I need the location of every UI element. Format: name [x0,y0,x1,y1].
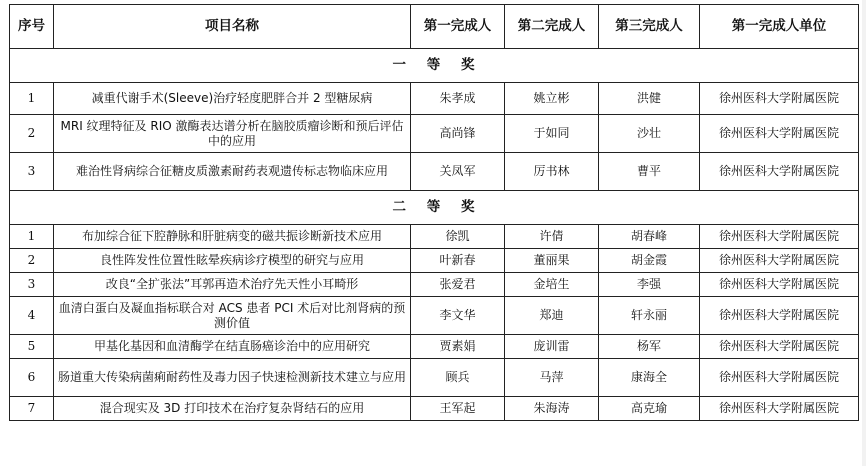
section-title: 二 等 奖 [10,191,859,225]
first-person: 徐凯 [411,225,505,249]
first-unit: 徐州医科大学附属医院 [700,153,859,191]
section-row-second-prize [10,191,859,225]
project-name: 血清白蛋白及凝血指标联合对 ACS 患者 PCI 术后对比剂肾病的预测价值 [54,297,411,335]
first-unit: 徐州医科大学附属医院 [700,397,859,421]
table-row [10,273,859,297]
table-row [10,335,859,359]
second-person: 姚立彬 [505,83,599,115]
header-row [10,5,859,49]
table-row [10,225,859,249]
project-name: 甲基化基因和血清酶学在结直肠癌诊治中的应用研究 [54,335,411,359]
first-unit: 徐州医科大学附属医院 [700,115,859,153]
table-row [10,397,859,421]
second-person: 金培生 [505,273,599,297]
second-person: 许倩 [505,225,599,249]
second-person: 董丽果 [505,249,599,273]
first-unit: 徐州医科大学附属医院 [700,359,859,397]
header-first-person: 第一完成人 [411,5,505,49]
second-person: 庞训雷 [505,335,599,359]
awards-table [9,4,859,421]
header-project-name: 项目名称 [54,5,411,49]
project-name: 难治性肾病综合征糖皮质激素耐药表观遗传标志物临床应用 [54,153,411,191]
project-name: 良性阵发性位置性眩晕疾病诊疗模型的研究与应用 [54,249,411,273]
third-person: 胡春峰 [599,225,700,249]
second-person: 于如同 [505,115,599,153]
table-row [10,249,859,273]
row-index: 7 [10,397,54,421]
first-person: 朱孝成 [411,83,505,115]
second-person: 郑迪 [505,297,599,335]
header-third-person: 第三完成人 [599,5,700,49]
third-person: 李强 [599,273,700,297]
third-person: 高克瑜 [599,397,700,421]
row-index: 1 [10,225,54,249]
row-index: 2 [10,115,54,153]
header-index: 序号 [10,5,54,49]
first-person: 叶新春 [411,249,505,273]
table-row [10,359,859,397]
project-name: MRI 纹理特征及 RIO 激酶表达谱分析在脑胶质瘤诊断和预后评估中的应用 [54,115,411,153]
table-row [10,115,859,153]
first-unit: 徐州医科大学附属医院 [700,83,859,115]
header-first-unit: 第一完成人单位 [700,5,859,49]
third-person: 沙壮 [599,115,700,153]
row-index: 5 [10,335,54,359]
third-person: 曹平 [599,153,700,191]
third-person: 胡金霞 [599,249,700,273]
project-name: 布加综合征下腔静脉和肝脏病变的磁共振诊断新技术应用 [54,225,411,249]
third-person: 杨军 [599,335,700,359]
third-person: 轩永丽 [599,297,700,335]
table-row [10,153,859,191]
second-person: 厉书林 [505,153,599,191]
first-unit: 徐州医科大学附属医院 [700,297,859,335]
first-person: 关凤军 [411,153,505,191]
section-title: 一 等 奖 [10,49,859,83]
first-person: 高尚锋 [411,115,505,153]
project-name: 改良“全扩张法”耳郭再造术治疗先天性小耳畸形 [54,273,411,297]
second-person: 朱海涛 [505,397,599,421]
third-person: 洪健 [599,83,700,115]
first-person: 李文华 [411,297,505,335]
first-person: 贾素娟 [411,335,505,359]
project-name: 减重代谢手术(Sleeve)治疗轻度肥胖合并 2 型糖尿病 [54,83,411,115]
first-unit: 徐州医科大学附属医院 [700,225,859,249]
table-row [10,83,859,115]
row-index: 2 [10,249,54,273]
row-index: 1 [10,83,54,115]
first-person: 张爱君 [411,273,505,297]
row-index: 6 [10,359,54,397]
row-index: 4 [10,297,54,335]
first-unit: 徐州医科大学附属医院 [700,249,859,273]
second-person: 马萍 [505,359,599,397]
first-person: 王军起 [411,397,505,421]
table-row [10,297,859,335]
project-name: 混合现实及 3D 打印技术在治疗复杂肾结石的应用 [54,397,411,421]
header-second-person: 第二完成人 [505,5,599,49]
third-person: 康海全 [599,359,700,397]
first-unit: 徐州医科大学附属医院 [700,335,859,359]
section-row-first-prize [10,49,859,83]
first-person: 顾兵 [411,359,505,397]
row-index: 3 [10,273,54,297]
project-name: 肠道重大传染病菌痢耐药性及毒力因子快速检测新技术建立与应用 [54,359,411,397]
first-unit: 徐州医科大学附属医院 [700,273,859,297]
row-index: 3 [10,153,54,191]
page-edge [862,0,866,466]
